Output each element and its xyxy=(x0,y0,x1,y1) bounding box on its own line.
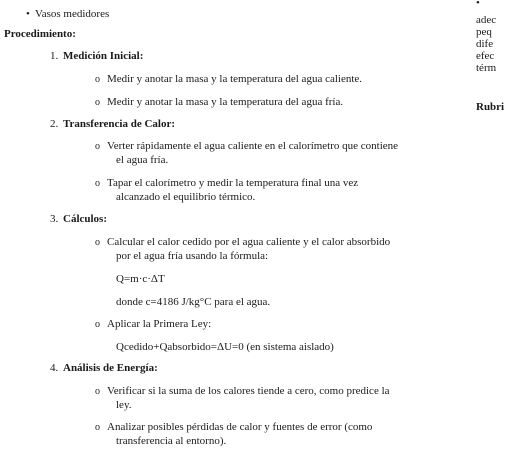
right-fragment-5: térm xyxy=(476,62,497,74)
bullet-icon: • xyxy=(26,8,30,20)
section-1-item-1: Medir y anotar la masa y la temperatura del agua caliente. xyxy=(107,73,363,85)
right-column xyxy=(476,0,509,451)
section-3-number: 3. xyxy=(50,213,59,225)
sub-bullet-icon: o xyxy=(95,237,100,248)
sub-bullet-icon: o xyxy=(95,74,100,85)
sub-bullet-icon: o xyxy=(95,319,100,330)
section-4-item-2-line-2: transferencia al entorno). xyxy=(116,435,227,447)
section-4-item-1-line-2: ley. xyxy=(116,399,132,411)
section-1-number: 1. xyxy=(50,50,59,62)
sub-bullet-icon: o xyxy=(95,422,100,433)
sub-bullet-icon: o xyxy=(95,178,100,189)
right-fragment-1: adec xyxy=(476,14,497,26)
section-1-title: Medición Inicial: xyxy=(63,50,144,62)
section-2-item-2-line-1: Tapar el calorímetro y medir la temperatura final una vez xyxy=(107,177,359,189)
right-heading-fragment: Rubri xyxy=(476,101,505,113)
right-fragment-3: dife xyxy=(476,38,494,50)
section-3-item-1-line-1: Calcular el calor cedido por el agua caliente y el calor absorbido xyxy=(107,236,391,248)
section-2-item-1-line-1: Verter rápidamente el agua caliente en el calorímetro que contiene xyxy=(107,140,399,152)
procedure-heading: Procedimiento: xyxy=(4,28,76,40)
right-bullet-icon: • xyxy=(476,0,480,9)
sub-bullet-icon: o xyxy=(95,386,100,397)
heat-formula-note: donde c=4186 J/kg°C para el agua. xyxy=(116,296,271,308)
section-3-item-1-line-2: por el agua fría usando la fórmula: xyxy=(116,250,269,262)
materials-item-vasos: Vasos medidores xyxy=(35,8,110,20)
section-4-title: Análisis de Energía: xyxy=(63,362,158,374)
right-fragment-4: efec xyxy=(476,50,495,62)
section-2-item-2-line-2: alcanzado el equilibrio térmico. xyxy=(116,191,256,203)
section-2-item-1-line-2: el agua fría. xyxy=(116,154,169,166)
section-4-item-1-line-1: Verificar si la suma de los calores tiende a cero, como predice la xyxy=(107,385,390,397)
section-4-number: 4. xyxy=(50,362,59,374)
section-1-item-2: Medir y anotar la masa y la temperatura del agua fría. xyxy=(107,96,344,108)
sub-bullet-icon: o xyxy=(95,141,100,152)
section-4-item-2-line-1: Analizar posibles pérdidas de calor y fuentes de error (como xyxy=(107,421,373,433)
sub-bullet-icon: o xyxy=(95,97,100,108)
section-3-item-2: Aplicar la Primera Ley: xyxy=(107,318,212,330)
section-2-title: Transferencia de Calor: xyxy=(63,118,176,130)
heat-formula: Q=m·c·ΔT xyxy=(116,273,165,285)
right-fragment-2: peq xyxy=(476,26,492,38)
section-3-title: Cálculos: xyxy=(63,213,107,225)
first-law-equation: Qcedido+Qabsorbido=ΔU=0 (en sistema aislado) xyxy=(116,341,334,353)
section-2-number: 2. xyxy=(50,118,59,130)
